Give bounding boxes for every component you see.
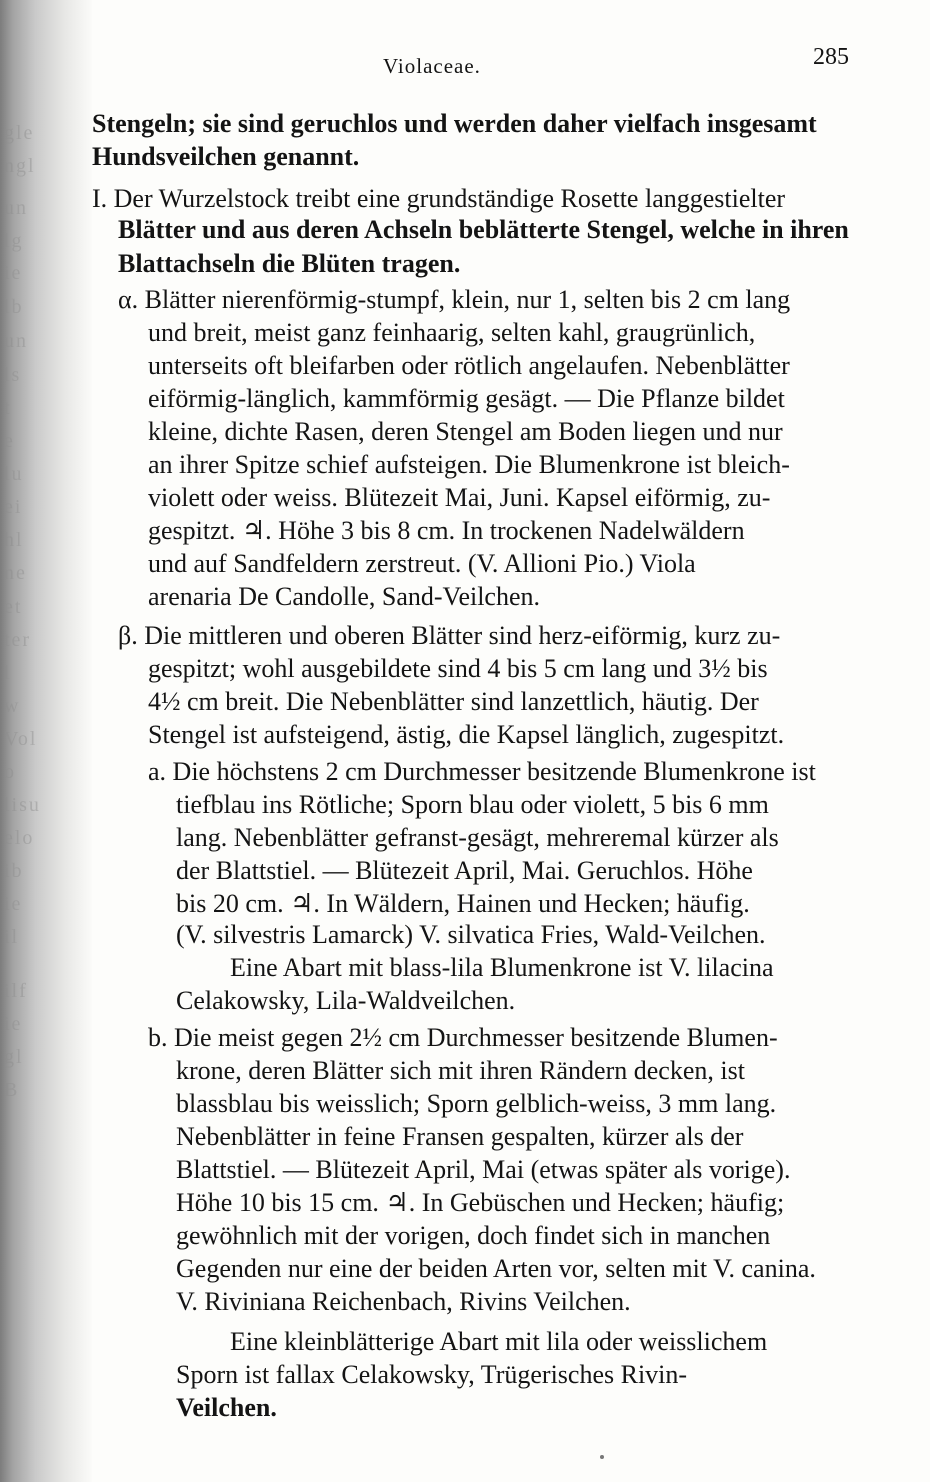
text-line: Stengel ist aufsteigend, ästig, die Kapsel länglich, zugespitzt. xyxy=(148,720,785,749)
text-line: Hundsveilchen genannt. xyxy=(92,142,360,171)
bleed-through-text: t xyxy=(4,397,12,419)
bleed-through-text: ei xyxy=(4,496,23,518)
text-line: blassblau bis weisslich; Sporn gelblich-weiss, 3 mm lang. xyxy=(176,1089,777,1118)
text-line: gewöhnlich mit der vorigen, doch findet sich in manchen xyxy=(176,1221,771,1250)
text-line: kleine, dichte Rasen, deren Stengel am Boden liegen und nur xyxy=(148,417,783,446)
page-number: 285 xyxy=(813,44,849,70)
text-line: eiförmig-länglich, kammförmig gesägt. — Die Pflanze bildet xyxy=(148,384,785,413)
bleed-through-text: gl xyxy=(4,1046,24,1068)
bleed-through-text: et xyxy=(4,596,23,618)
bleed-through-text: ter xyxy=(4,629,32,651)
text-line: α. Blätter nierenförmig-stumpf, klein, nur 1, selten bis 2 cm lang xyxy=(118,285,791,314)
text-line: Blattachseln die Blüten tragen. xyxy=(118,249,461,278)
text-line: b. Die meist gegen 2½ cm Durchmesser besitzende Blumen- xyxy=(148,1023,778,1052)
text-line: lang. Nebenblätter gefranst-gesägt, mehreremal kürzer als xyxy=(176,823,779,852)
text-line: und auf Sandfeldern zerstreut. (V. Allioni Pio.) Viola xyxy=(148,549,696,578)
bleed-through-text: o xyxy=(4,761,16,783)
text-line: Blattstiel. — Blütezeit April, Mai (etwas später als vorige). xyxy=(176,1155,791,1184)
text-line: Eine Abart mit blass-lila Blumenkrone ist V. lilacina xyxy=(230,953,774,982)
text-line: Höhe 10 bis 15 cm. ♃. In Gebüschen und Hecken; häufig; xyxy=(176,1188,785,1217)
bleed-through-text: ie xyxy=(4,262,23,284)
bleed-through-text: lg xyxy=(4,230,24,252)
text-line: arenaria De Candolle, Sand-Veilchen. xyxy=(148,582,541,611)
text-line: tiefblau ins Rötliche; Sporn blau oder violett, 5 bis 6 mm xyxy=(176,790,769,819)
bleed-through-text: w xyxy=(4,695,21,717)
bleed-through-text: elo xyxy=(4,827,35,849)
text-line: Nebenblätter in feine Fransen gespalten, kürzer als der xyxy=(176,1122,744,1151)
bleed-through-text: ngl xyxy=(4,155,36,177)
text-line: V. Riviniana Reichenbach, Rivins Veilchen. xyxy=(176,1287,631,1316)
bleed-through-text: ib xyxy=(4,860,24,882)
bleed-through-text: ne xyxy=(4,562,27,584)
running-header-title: Violaceae. xyxy=(383,54,481,78)
bleed-through-text: un xyxy=(4,197,28,219)
bleed-through-text: ie xyxy=(4,1013,23,1035)
text-line: an ihrer Spitze schief aufsteigen. Die Blumenkrone ist bleich- xyxy=(148,450,790,479)
text-line: krone, deren Blätter sich mit ihren Rändern decken, ist xyxy=(176,1056,745,1085)
bleed-through-text: lb xyxy=(4,296,24,318)
bleed-through-text: l xyxy=(4,662,12,684)
bleed-through-text: gle xyxy=(4,122,35,144)
bleed-through-text: ilf xyxy=(4,980,28,1002)
text-line: a. Die höchstens 2 cm Durchmesser besitzende Blumenkrone ist xyxy=(148,757,816,786)
text-line: Sporn ist fallax Celakowsky, Trügerisches Rivin- xyxy=(176,1360,688,1389)
text-line: violett oder weiss. Blütezeit Mai, Juni. Kapsel eiförmig, zu- xyxy=(148,483,771,512)
bleed-through-text: il xyxy=(4,926,20,948)
bleed-through-text: e xyxy=(4,430,15,452)
text-line: Stengeln; sie sind geruchlos und werden daher vielfach insgesamt xyxy=(92,109,817,138)
bleed-through-text: lisu xyxy=(4,794,41,816)
text-line: Eine kleinblätterige Abart mit lila oder weisslichem xyxy=(230,1327,768,1356)
text-line: β. Die mittleren und oberen Blätter sind herz-eiförmig, kurz zu- xyxy=(118,621,781,650)
bleed-through-text: ie xyxy=(4,893,23,915)
bleed-through-text: hl xyxy=(4,529,24,551)
text-line: (V. silvestris Lamarck) V. silvatica Fries, Wald-Veilchen. xyxy=(176,920,766,949)
bleed-through-text: Vol xyxy=(4,728,38,750)
text-line: und breit, meist ganz feinhaarig, selten kahl, graugrünlich, xyxy=(148,318,756,347)
text-line: bis 20 cm. ♃. In Wäldern, Hainen und Hecken; häufig. xyxy=(176,889,750,918)
bleed-through-text: ls xyxy=(4,364,22,386)
bleed-through-text: un xyxy=(4,330,28,352)
text-line: I. Der Wurzelstock treibt eine grundständige Rosette langgestielter xyxy=(92,184,786,213)
text-line: gespitzt; wohl ausgebildete sind 4 bis 5 cm lang und 3½ bis xyxy=(148,654,768,683)
text-line: Veilchen. xyxy=(176,1393,277,1422)
text-line: Blätter und aus deren Achseln beblätterte Stengel, welche in ihren xyxy=(118,215,849,244)
text-line: Gegenden nur eine der beiden Arten vor, selten mit V. canina. xyxy=(176,1254,816,1283)
text-line: unterseits oft bleifarben oder rötlich angelaufen. Nebenblätter xyxy=(148,351,790,380)
bleed-through-text: lu xyxy=(4,463,24,485)
scan-speck xyxy=(600,1455,604,1459)
text-line: gespitzt. ♃. Höhe 3 bis 8 cm. In trockenen Nadelwäldern xyxy=(148,516,745,545)
text-line: Celakowsky, Lila-Waldveilchen. xyxy=(176,986,516,1015)
text-line: der Blattstiel. — Blütezeit April, Mai. Geruchlos. Höhe xyxy=(176,856,753,885)
text-line: 4½ cm breit. Die Nebenblätter sind lanzettlich, häutig. Der xyxy=(148,687,759,716)
bleed-through-text: B xyxy=(4,1079,20,1101)
